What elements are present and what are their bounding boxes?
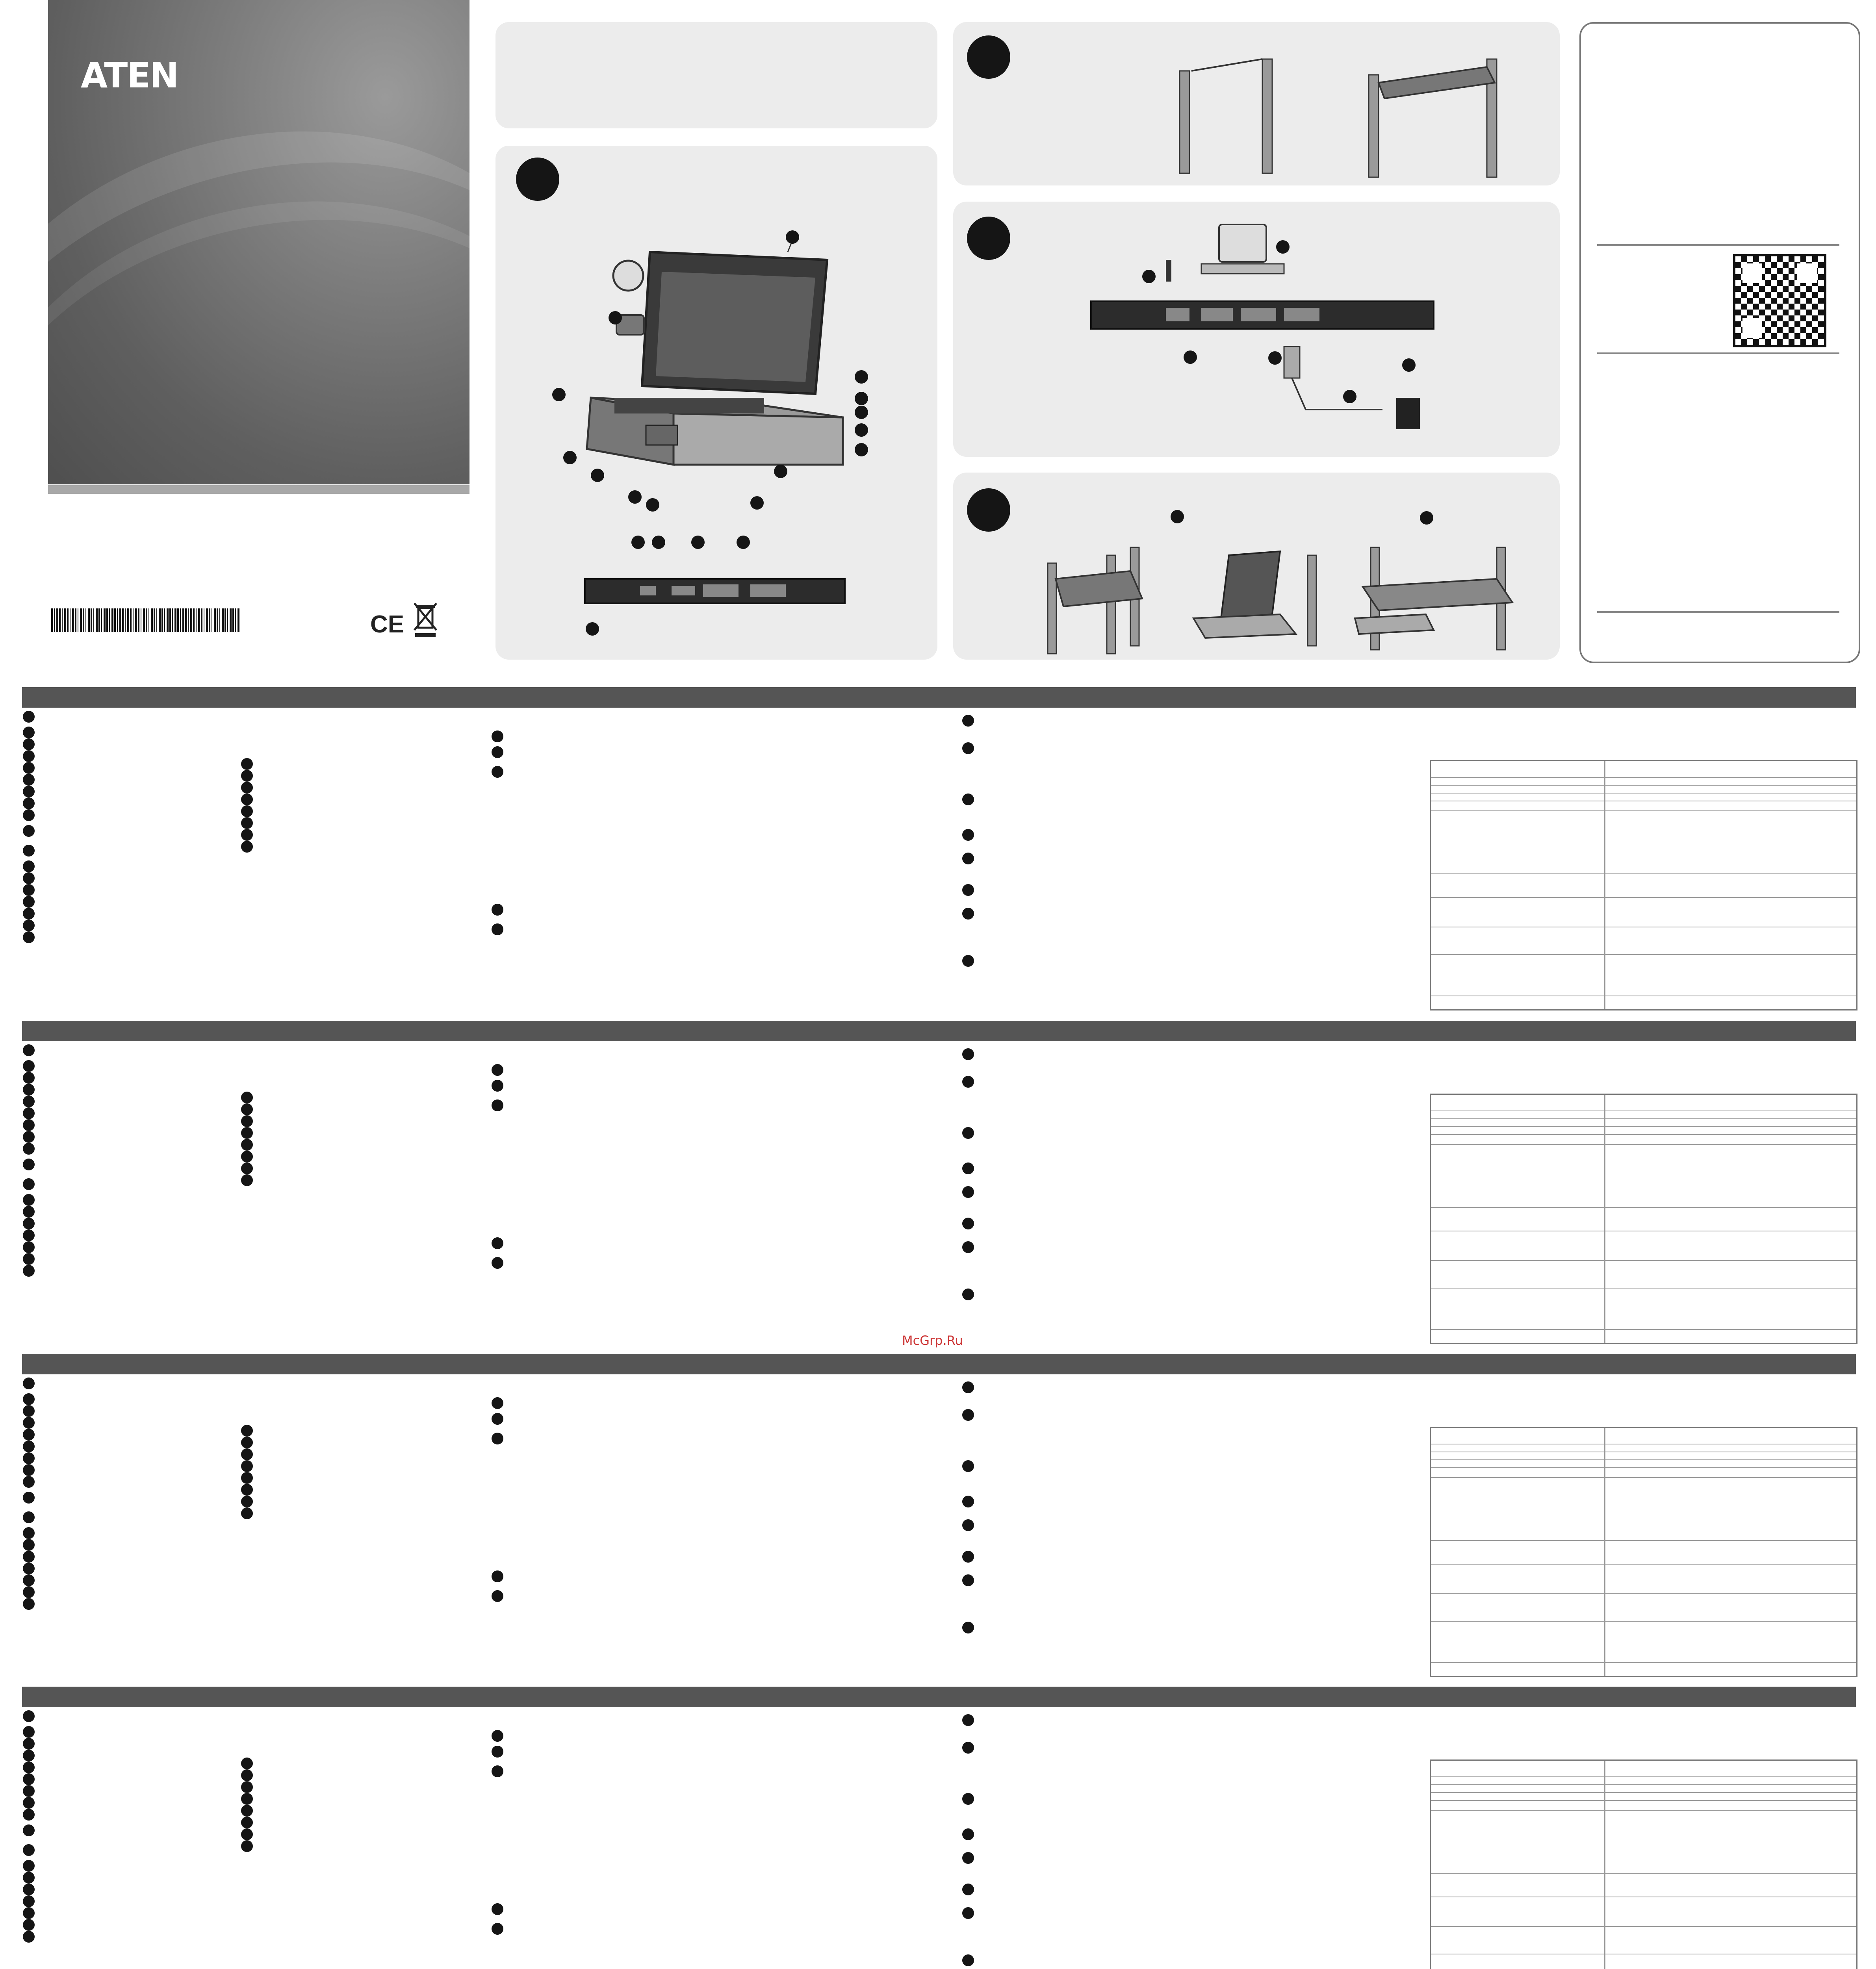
spec-table [1430,1427,1857,1677]
table-row-divider [1431,1784,1856,1785]
spec-table [1430,760,1857,1010]
bullet-dot [23,1809,35,1821]
bullet-dot [962,1622,974,1633]
bullet-dot [23,1598,35,1610]
table-row-divider [1431,1260,1856,1261]
bullet-dot [492,923,503,935]
table-row-divider [1431,954,1856,955]
bullet-dot [23,727,35,738]
callout-dot [855,370,868,384]
callout-dot [1343,390,1356,403]
bullet-dot [241,829,253,841]
bullet-dot [241,841,253,853]
bullet-dot [962,1954,974,1966]
bullet-dot [23,1511,35,1523]
bullet-dot [23,931,35,943]
table-row-divider [1431,1873,1856,1874]
bullet-dot [23,1844,35,1856]
step-b-badge [967,35,1010,79]
bullet-dot [492,1064,503,1076]
bullet-dot [23,1563,35,1574]
bullet-dot [23,786,35,797]
bullet-dot [962,1852,974,1864]
spec-table [1430,1094,1857,1344]
bullet-dot [241,1507,253,1519]
bullet-dot [241,817,253,829]
bullet-dot [23,1096,35,1107]
bullet-dot [962,908,974,920]
bullet-dot [492,904,503,916]
bullet-dot [241,1139,253,1151]
section-header-bar [22,1354,1856,1374]
bullet-dot [241,794,253,805]
bullet-dot [962,1186,974,1198]
bullet-dot [241,1828,253,1840]
bullet-dot [23,1378,35,1389]
callout-dot [586,622,599,636]
bullet-dot [962,1409,974,1421]
bullet-dot [23,1931,35,1943]
bullet-dot [241,1127,253,1139]
bullet-dot [962,715,974,727]
bullet-dot [23,1393,35,1405]
table-row-divider [1431,1621,1856,1622]
callout-dot [855,406,868,419]
blank-panel [495,22,937,128]
bullet-dot [23,1551,35,1563]
bullet-dot [492,1730,503,1742]
bullet-dot [962,742,974,754]
bullet-dot [23,1824,35,1836]
table-row-divider [1431,1126,1856,1127]
bullet-dot [23,1750,35,1761]
bullet-dot [23,1178,35,1190]
bullet-dot [241,1758,253,1769]
bullet-dot [492,1923,503,1935]
bullet-dot [492,746,503,758]
bullet-dot [962,1076,974,1088]
bullet-dot [23,1429,35,1441]
barcode-graphic [51,608,240,632]
bullet-dot [241,805,253,817]
bullet-dot [241,770,253,782]
cover-strip [48,485,469,494]
bullet-dot [23,1241,35,1253]
bullet-dot [492,1746,503,1758]
bullet-dot [962,1241,974,1253]
table-row-divider [1431,793,1856,794]
bullet-dot [241,1103,253,1115]
table-row-divider [1431,1144,1856,1145]
table-row-divider [1431,1459,1856,1460]
table-row-divider [1431,1207,1856,1208]
bullet-dot [23,1044,35,1056]
weee-bin-icon [414,603,437,638]
bullet-dot [23,1131,35,1143]
rack-rails-drawing [1180,43,1514,177]
bullet-dot [23,1797,35,1809]
step-d-badge [967,488,1010,532]
bullet-dot [23,1159,35,1170]
bullet-dot [23,1919,35,1931]
bullet-dot [23,1265,35,1277]
bullet-dot [241,1496,253,1507]
section-header-bar [22,1687,1856,1707]
bullet-dot [23,1107,35,1119]
bullet-dot [241,1460,253,1472]
callout-dot [750,496,764,510]
bullet-dot [962,1218,974,1229]
connection-diagram [1091,224,1434,429]
bullet-dot [23,1785,35,1797]
bullet-dot [23,1527,35,1539]
callout-dot [1402,358,1416,372]
bullet-dot [23,1884,35,1895]
bullet-dot [962,1381,974,1393]
callout-dot [628,490,642,504]
table-row-divider [1431,1329,1856,1330]
callout-dot [552,388,566,401]
bullet-dot [23,920,35,931]
bullet-dot [23,1539,35,1551]
bullet-dot [23,1872,35,1884]
bullet-dot [241,1092,253,1103]
callout-dot [691,536,705,549]
bullet-dot [23,1726,35,1738]
table-row-divider [1431,873,1856,874]
bullet-dot [23,1464,35,1476]
bullet-dot [23,860,35,872]
table-row-divider [1431,777,1856,778]
divider [1597,352,1839,354]
bullet-dot [962,1289,974,1300]
callout-dot [563,451,577,464]
bullet-dot [23,1710,35,1722]
bullet-dot [23,797,35,809]
bullet-dot [241,782,253,794]
bullet-dot [492,1237,503,1249]
bullet-dot [241,1151,253,1162]
bullet-dot [492,1433,503,1444]
bullet-dot [23,1229,35,1241]
bullet-dot [962,1793,974,1805]
divider [1597,244,1839,246]
divider [1597,611,1839,613]
bullet-dot [23,1253,35,1265]
bullet-dot [241,1437,253,1448]
bullet-dot [962,1460,974,1472]
bullet-dot [23,1206,35,1218]
bullet-dot [492,1257,503,1269]
bullet-dot [492,1397,503,1409]
bullet-dot [241,1793,253,1805]
callout-dot [1184,350,1197,364]
callout-dot [855,392,868,405]
bullet-dot [23,1895,35,1907]
bullet-dot [23,1218,35,1229]
callout-dot [609,311,622,324]
bullet-dot [23,908,35,920]
callout-dot [1171,510,1184,523]
callout-dot [774,465,787,478]
bullet-dot [23,1119,35,1131]
bullet-dot [962,1519,974,1531]
callout-dot [1276,240,1290,254]
bullet-dot [23,896,35,908]
bullet-dot [492,1765,503,1777]
callout-dot [591,469,604,482]
bullet-dot [241,1840,253,1852]
bullet-dot [241,1115,253,1127]
callout-dot [1420,511,1433,525]
bullet-dot [23,711,35,723]
bullet-dot [962,1574,974,1586]
bullet-dot [241,1484,253,1496]
table-row-divider [1431,1564,1856,1565]
bullet-dot [23,738,35,750]
bullet-dot [23,1060,35,1072]
bullet-dot [962,853,974,864]
bullet-dot [962,1496,974,1507]
bullet-dot [492,1570,503,1582]
ce-mark: CE [370,611,405,638]
callout-dot [737,536,750,549]
bullet-dot [962,1048,974,1060]
table-row-divider [1431,1467,1856,1468]
bullet-dot [492,766,503,778]
callout-dot [631,536,645,549]
installation-drawing [1048,540,1532,658]
lcd-console-drawing [544,228,890,528]
table-row-divider [1431,810,1856,811]
table-row-divider [1431,1792,1856,1793]
bullet-dot [241,1472,253,1484]
callout-dot [786,230,799,244]
table-row-divider [1431,1593,1856,1594]
table-column-divider [1604,1761,1605,1969]
bullet-dot [962,1551,974,1563]
bullet-dot [23,1072,35,1084]
bullet-dot [23,1773,35,1785]
bullet-dot [23,1492,35,1504]
bullet-dot [23,1476,35,1488]
table-row-divider [1431,785,1856,786]
table-row-divider [1431,897,1856,898]
bullet-dot [23,845,35,857]
bullet-dot [23,1194,35,1206]
watermark-text: McGrp.Ru [902,1333,963,1348]
bullet-dot [23,1586,35,1598]
table-row-divider [1431,1926,1856,1927]
section-header-bar [22,687,1856,708]
table-row-divider [1431,1288,1856,1289]
bullet-dot [23,884,35,896]
bullet-dot [492,1413,503,1425]
table-row-divider [1431,1134,1856,1135]
bullet-dot [962,1907,974,1919]
table-row-divider [1431,1118,1856,1119]
table-column-divider [1604,761,1605,1009]
bullet-dot [962,1127,974,1139]
callout-dot [1142,270,1156,283]
bullet-dot [962,1828,974,1840]
bullet-dot [962,1162,974,1174]
table-row-divider [1431,1662,1856,1663]
bullet-dot [241,1769,253,1781]
bullet-dot [23,1860,35,1872]
step-c-badge [967,217,1010,260]
bullet-dot [23,1143,35,1155]
callout-dot [652,536,665,549]
bullet-dot [23,750,35,762]
bullet-dot [492,730,503,742]
bullet-dot [241,1781,253,1793]
qr-code [1733,254,1826,347]
bullet-dot [241,1425,253,1437]
bullet-dot [962,1714,974,1726]
bullet-dot [23,1452,35,1464]
bullet-dot [962,1884,974,1895]
bullet-dot [23,1907,35,1919]
bullet-dot [241,758,253,770]
bullet-dot [23,762,35,774]
bullet-dot [962,1742,974,1754]
bullet-dot [23,1405,35,1417]
bullet-dot [241,1162,253,1174]
bullet-dot [23,1417,35,1429]
bullet-dot [23,809,35,821]
table-column-divider [1604,1428,1605,1676]
rear-panel-drawing [585,579,845,606]
table-row-divider [1431,1810,1856,1811]
section-header-bar [22,1021,1856,1041]
callout-dot [646,498,659,512]
table-row-divider [1431,1477,1856,1478]
table-column-divider [1604,1095,1605,1343]
bullet-dot [241,1174,253,1186]
bullet-dot [962,794,974,805]
bullet-dot [962,955,974,967]
bullet-dot [962,829,974,841]
table-row-divider [1431,1776,1856,1777]
callout-dot [855,443,868,456]
bullet-dot [492,1080,503,1092]
bullet-dot [241,1448,253,1460]
table-row-divider [1431,1800,1856,1801]
table-row-divider [1431,1540,1856,1541]
bullet-dot [23,825,35,837]
aten-logo: ATEN [81,55,178,96]
bullet-dot [23,1761,35,1773]
bullet-dot [492,1099,503,1111]
bullet-dot [23,1574,35,1586]
bullet-dot [241,1805,253,1817]
callout-dot [1268,351,1282,365]
bullet-dot [962,884,974,896]
bullet-dot [23,774,35,786]
bullet-dot [23,1738,35,1750]
spec-table [1430,1759,1857,1969]
bullet-dot [23,1084,35,1096]
bullet-dot [241,1817,253,1828]
bullet-dot [492,1590,503,1602]
step-a-badge [516,158,559,201]
bullet-dot [23,872,35,884]
bullet-dot [492,1903,503,1915]
callout-dot [855,423,868,437]
bullet-dot [23,1441,35,1452]
